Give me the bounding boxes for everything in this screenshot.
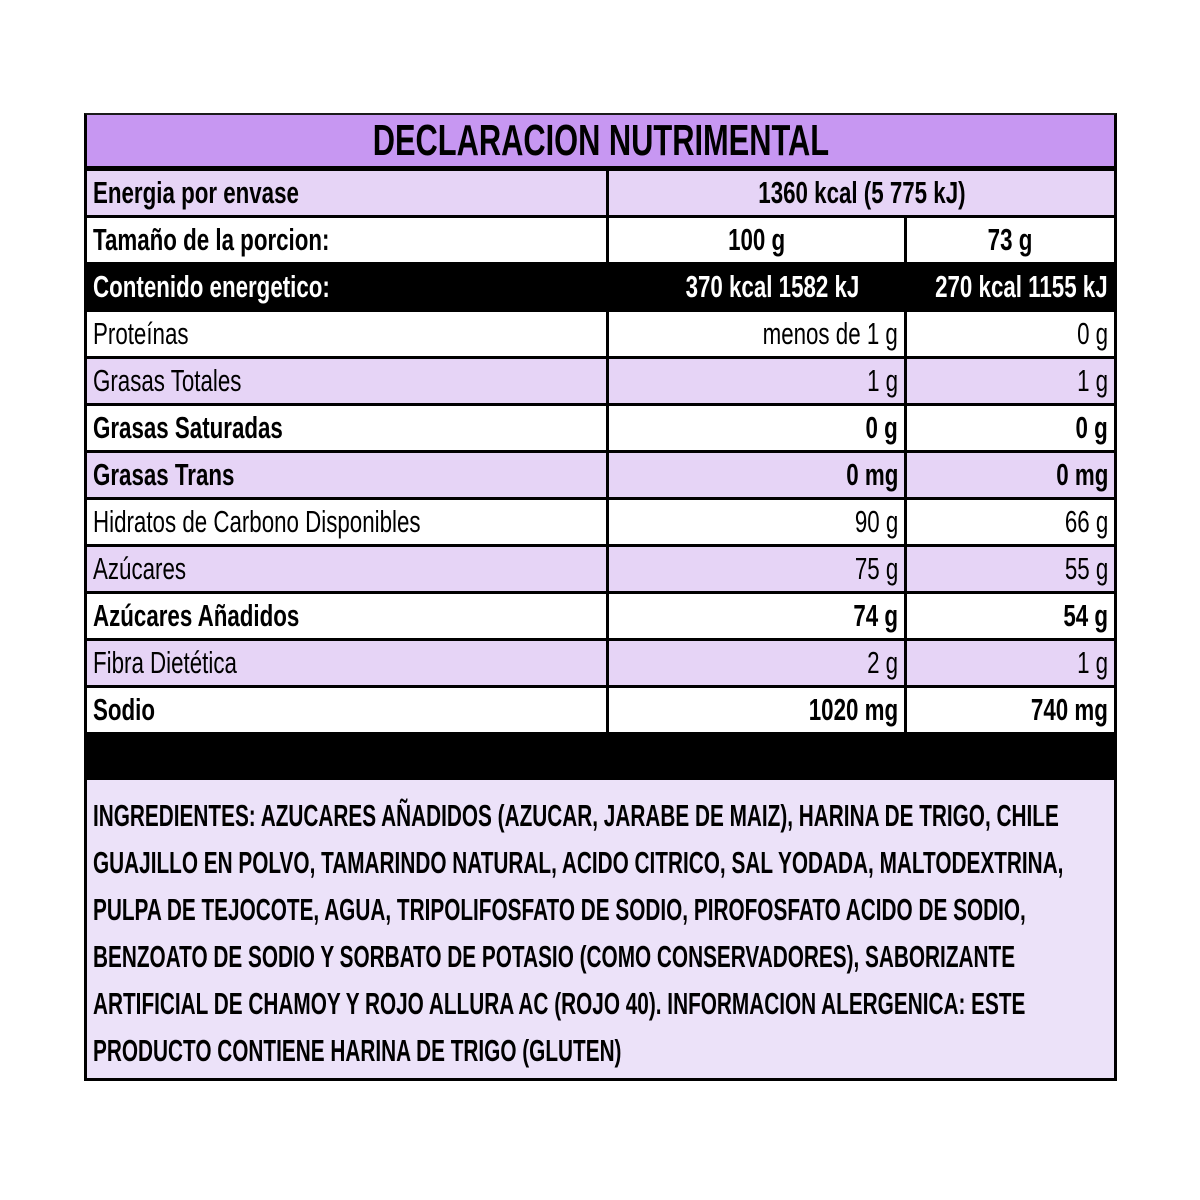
label-title-bar — [87, 115, 1114, 171]
ingredients-line: PRODUCTO CONTIENE HARINA DE TRIGO (GLUTEN) — [93, 1032, 622, 1068]
table-row-grasas-trans — [87, 453, 1114, 500]
row-value-100g: 1 g — [606, 359, 904, 403]
row-label: Azúcares Añadidos — [93, 598, 300, 633]
row-value-100g: 75 g — [606, 547, 904, 591]
row-label: Grasas Totales — [93, 363, 242, 398]
row-label: Grasas Saturadas — [93, 410, 283, 445]
table-row-energia-envase — [87, 171, 1114, 218]
row-value-merged: 1360 kcal (5 775 kJ) — [606, 171, 1114, 215]
table-row-contenido-energetico — [87, 265, 1114, 312]
row-value-100g: 370 kcal 1582 kJ — [581, 265, 865, 309]
row-value-portion: 1 g — [904, 359, 1114, 403]
table-row-tamano-porcion — [87, 218, 1114, 265]
ingredients-line: ARTIFICIAL DE CHAMOY Y ROJO ALLURA AC (ROJO 40). INFORMACION ALERGENICA: ESTE — [93, 985, 1026, 1021]
ingredients-line: BENZOATO DE SODIO Y SORBATO DE POTASIO (COMO CONSERVADORES), SABORIZANTE — [93, 938, 1016, 974]
row-value-portion: 73 g — [904, 218, 1114, 262]
table-row-grasas-totales — [87, 359, 1114, 406]
row-label: Azúcares — [93, 551, 187, 586]
row-value-portion: 54 g — [904, 594, 1114, 638]
table-row-sodio — [87, 688, 1114, 735]
table-row-proteinas — [87, 312, 1114, 359]
row-value-portion: 55 g — [904, 547, 1114, 591]
ingredients-section — [87, 780, 1114, 1078]
row-value-portion: 0 mg — [904, 453, 1114, 497]
row-label: Contenido energetico: — [93, 269, 330, 304]
row-value-portion: 270 kcal 1155 kJ — [865, 265, 1114, 309]
table-row-azucares-anadidos — [87, 594, 1114, 641]
row-value-portion: 66 g — [904, 500, 1114, 544]
row-value-100g: 2 g — [606, 641, 904, 685]
row-label: Sodio — [93, 692, 155, 727]
row-value-portion: 0 g — [904, 406, 1114, 450]
row-label: Fibra Dietética — [93, 645, 237, 680]
row-value-100g: 0 g — [606, 406, 904, 450]
row-value-portion: 0 g — [904, 312, 1114, 356]
row-label: Grasas Trans — [93, 457, 235, 492]
row-label: Tamaño de la porcion: — [93, 222, 330, 257]
row-value-portion: 740 mg — [904, 688, 1114, 732]
row-value-100g: 1020 mg — [606, 688, 904, 732]
table-row-fibra-dietetica — [87, 641, 1114, 688]
ingredients-line: PULPA DE TEJOCOTE, AGUA, TRIPOLIFOSFATO DE SODIO, PIROFOSFATO ACIDO DE SODIO, — [93, 891, 1026, 927]
row-label: Proteínas — [93, 316, 189, 351]
row-value-portion: 1 g — [904, 641, 1114, 685]
row-value-100g: 100 g — [606, 218, 904, 262]
black-separator-bar — [87, 735, 1114, 780]
ingredients-line: GUAJILLO EN POLVO, TAMARINDO NATURAL, ACIDO CITRICO, SAL YODADA, MALTODEXTRINA, — [93, 844, 1064, 880]
label-title: DECLARACION NUTRIMENTAL — [372, 115, 829, 165]
row-label: Energia por envase — [93, 175, 299, 210]
ingredients-line: INGREDIENTES: AZUCARES AÑADIDOS (AZUCAR, JARABE DE MAIZ), HARINA DE TRIGO, CHILE — [93, 797, 1059, 833]
table-row-azucares — [87, 547, 1114, 594]
row-label: Hidratos de Carbono Disponibles — [93, 504, 421, 539]
table-row-hidratos-carbono — [87, 500, 1114, 547]
row-value-100g: 90 g — [606, 500, 904, 544]
row-value-100g: 74 g — [606, 594, 904, 638]
row-value-100g: 0 mg — [606, 453, 904, 497]
row-value-100g: menos de 1 g — [606, 312, 904, 356]
table-row-grasas-saturadas — [87, 406, 1114, 453]
nutrition-label — [84, 113, 1117, 1081]
